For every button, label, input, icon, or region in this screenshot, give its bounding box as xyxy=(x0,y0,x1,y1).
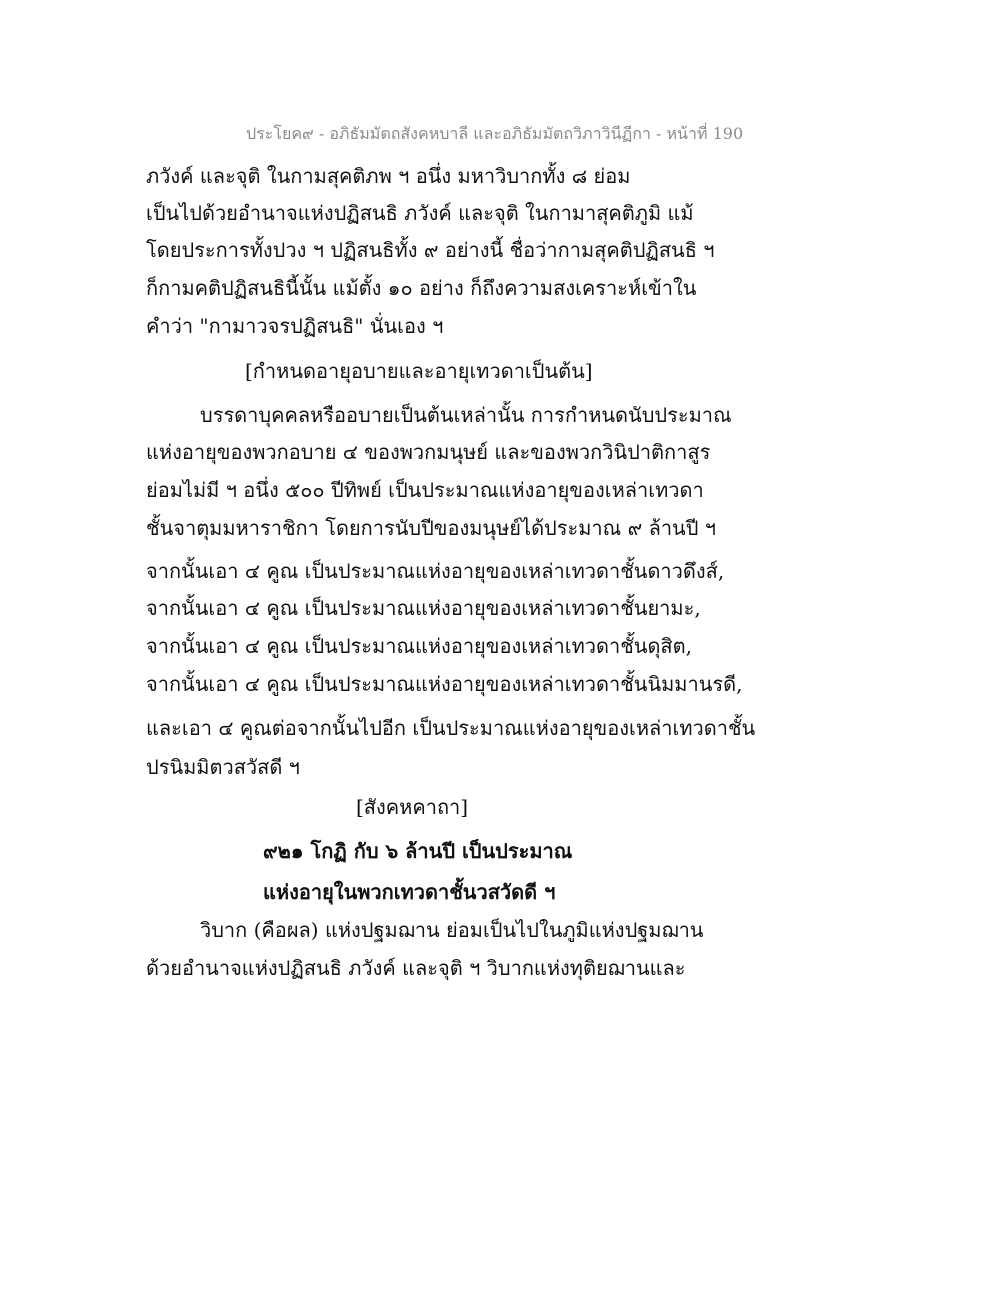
text-line: ชั้นจาตุมมหาราชิกา โดยการนับปีของมนุษย์ได้ประมาณ ๙ ล้านปี ฯ xyxy=(146,516,717,540)
text-line: แห่งอายุของพวกอบาย ๔ ของพวกมนุษย์ และของพวกวินิปาติกาสูร xyxy=(146,440,711,464)
text-line: ย่อมไม่มี ฯ อนึ่ง ๕๐๐ ปีทิพย์ เป็นประมาณแห่งอายุของเหล่าเทวดา xyxy=(146,478,704,502)
text-line: บรรดาบุคคลหรืออบายเป็นต้นเหล่านั้น การกำหนดนับประมาณ xyxy=(200,403,732,427)
text-line: คำว่า "กามาวจรปฏิสนธิ" นั่นเอง ฯ xyxy=(146,314,444,338)
text-line: เป็นไปด้วยอำนาจแห่งปฏิสนธิ ภวังค์ และจุติ ในกามาสุคติภูมิ แม้ xyxy=(146,201,694,225)
text-line: และเอา ๔ คูณต่อจากนั้นไปอีก เป็นประมาณแห่งอายุของเหล่าเทวดาชั้น xyxy=(146,716,756,740)
text-line: จากนั้นเอา ๔ คูณ เป็นประมาณแห่งอายุของเหล่าเทวดาชั้นดาวดึงส์, xyxy=(146,559,725,583)
verse-line: ๙๒๑ โกฏิ กับ ๖ ล้านปี เป็นประมาณ xyxy=(263,839,573,863)
text-line: ปรนิมมิตวสวัสดี ฯ xyxy=(146,755,300,779)
text-line: ก็กามคติปฏิสนธินี้นั้น แม้ตั้ง ๑๐ อย่าง ก็ถึงความสงเคราะห์เข้าใน xyxy=(146,276,697,300)
section-heading: [สังคหคาถา] xyxy=(356,795,469,819)
text-line: ภวังค์ และจุติ ในกามสุคติภพ ฯ อนึ่ง มหาวิบากทั้ง ๘ ย่อม xyxy=(146,164,631,188)
text-line: จากนั้นเอา ๔ คูณ เป็นประมาณแห่งอายุของเหล่าเทวดาชั้นนิมมานรดี, xyxy=(146,672,743,696)
section-heading: [กำหนดอายุอบายและอายุเทวดาเป็นต้น] xyxy=(245,359,593,383)
text-line: จากนั้นเอา ๔ คูณ เป็นประมาณแห่งอายุของเหล่าเทวดาชั้นยามะ, xyxy=(146,596,701,620)
text-line: โดยประการทั้งปวง ฯ ปฏิสนธิทั้ง ๙ อย่างนี้ ชื่อว่ากามสุคติปฏิสนธิ ฯ xyxy=(146,238,715,262)
text-line: จากนั้นเอา ๔ คูณ เป็นประมาณแห่งอายุของเหล่าเทวดาชั้นดุสิต, xyxy=(146,634,692,658)
text-line: ด้วยอำนาจแห่งปฏิสนธิ ภวังค์ และจุติ ฯ วิบากแห่งทุติยฌานและ xyxy=(146,956,686,980)
verse-line: แห่งอายุในพวกเทวดาชั้นวสวัดดี ฯ xyxy=(263,880,556,904)
text-line: วิบาก (คือผล) แห่งปฐมฌาน ย่อมเป็นไปในภูมิแห่งปฐมฌาน xyxy=(200,918,704,942)
running-header: ประโยค๙ - อภิธัมมัตถสังคหบาลี และอภิธัมมัตถวิภาวินีฏีกา - หน้าที่ 190 xyxy=(246,124,744,143)
